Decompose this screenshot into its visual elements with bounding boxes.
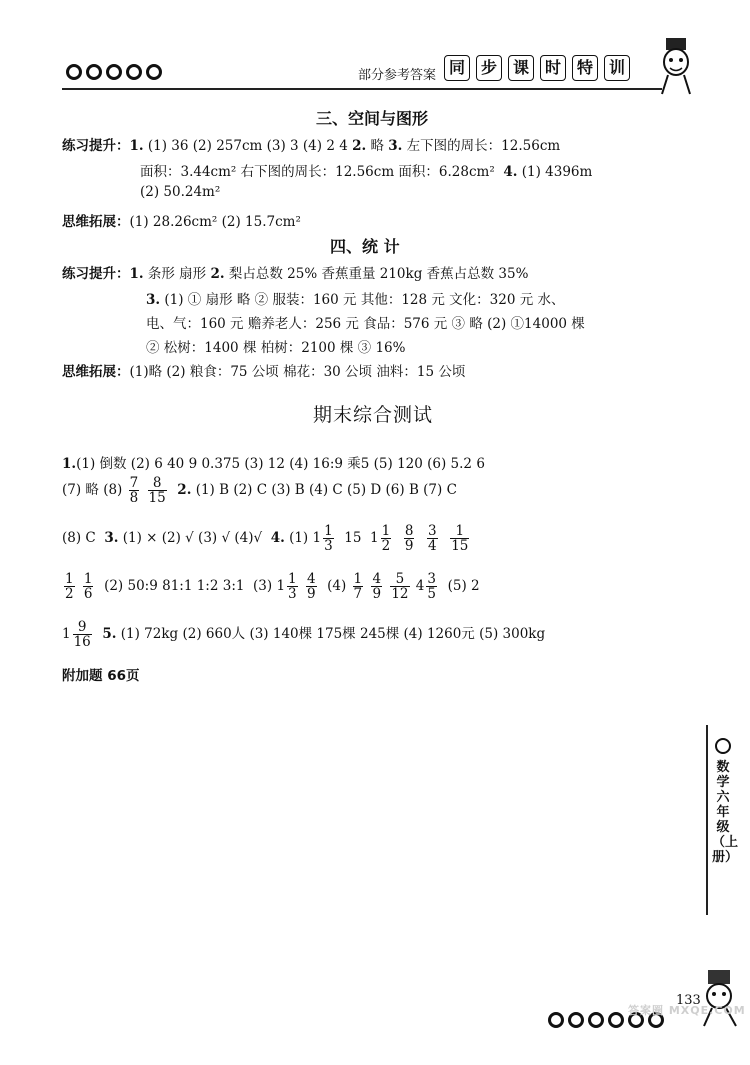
side-tab-label: 数学 六年级（上册） xyxy=(712,738,734,865)
s4-practice-line-4: ② 松树：1400 棵 柏树：2100 棵 ③ 16% xyxy=(146,340,406,356)
s3-practice-line-2: 面积：3.44cm² 右下图的周长：12.56cm 面积：6.28cm² 4. (1) 4396m xyxy=(140,164,593,180)
final-line-4: $\frac{1}{2}$ $\frac{1}{6}$ (2) 50:9 81:1 1:2 3:1 (3) 1 $\frac{1}{3}$ $\frac{4}{9}$ (4) $\frac{1}{7}$ $\frac{4}{9}$ $\frac{5}{12}$ 4 $\frac{3}{5}$ (5) 2 xyxy=(65,571,480,603)
s4-practice-line-3: 电、气：160 元 赡养老人：256 元 食品：576 元 ③ 略 (2) ①14000 棵 xyxy=(146,316,585,332)
page-number: 133 xyxy=(676,993,701,1008)
section-title-geometry: 三、空间与图形 xyxy=(316,109,429,128)
header-circles-decoration xyxy=(66,64,162,80)
s4-think-line: 思维拓展：(1)略 (2) 粮食：75 公顷 棉花：30 公顷 油料：15 公顷 xyxy=(62,364,466,380)
header-rule xyxy=(62,88,662,90)
s3-practice-line-3: (2) 50.24m² xyxy=(140,184,221,200)
brand-title: 同 步 课 时 特 训 xyxy=(444,55,630,81)
s3-think-line: 思维拓展：(1) 28.26cm² (2) 15.7cm² xyxy=(62,214,301,230)
section-title-statistics: 四、统 计 xyxy=(330,237,400,256)
s4-practice-line-2: 3. (1) ① 扇形 略 ② 服装：160 元 其他：128 元 文化：320 元 水、 xyxy=(146,292,565,308)
final-line-3: (8) C 3. (1) × (2) √ (3) √ (4)√ 4. (1) 1 $\frac{1}{3}$ 15 1 $\frac{1}{2}$ $\frac{8}{9}$ $\frac{3}{4}$ $\frac{1}{15}$ xyxy=(62,523,469,555)
s4-practice-line-1: 练习提升：1. 条形 扇形 2. 梨占总数 25% 香蕉重量 210kg 香蕉占总数 35% xyxy=(62,266,529,282)
header-label: 部分参考答案 xyxy=(358,68,437,83)
final-line-5: 1 $\frac{9}{16}$ 5. (1) 72kg (2) 660人 (3) 140棵 175棵 245棵 (4) 1260元 (5) 300kg xyxy=(62,619,546,651)
mascot-icon xyxy=(696,968,742,1030)
s3-practice-line-1: 练习提升：1. (1) 36 (2) 257cm (3) 3 (4) 2 4 2. 略 3. 左下图的周长：12.56cm xyxy=(62,138,561,154)
final-line-2: (7) 略 (8) $\frac{7}{8}$ $\frac{8}{15}$ 2. (1) B (2) C (3) B (4) C (5) D (6) B (7) C xyxy=(62,475,457,507)
watermark: 答案圈 MXQE.COM xyxy=(628,1004,746,1017)
final-line-1: 1.(1) 倒数 (2) 6 40 9 0.375 (3) 12 (4) 16:9 乘5 (5) 120 (6) 5.2 6 xyxy=(62,456,485,472)
final-test-title: 期末综合测试 xyxy=(313,404,434,426)
extra-question-line: 附加题 66页 xyxy=(62,668,140,684)
